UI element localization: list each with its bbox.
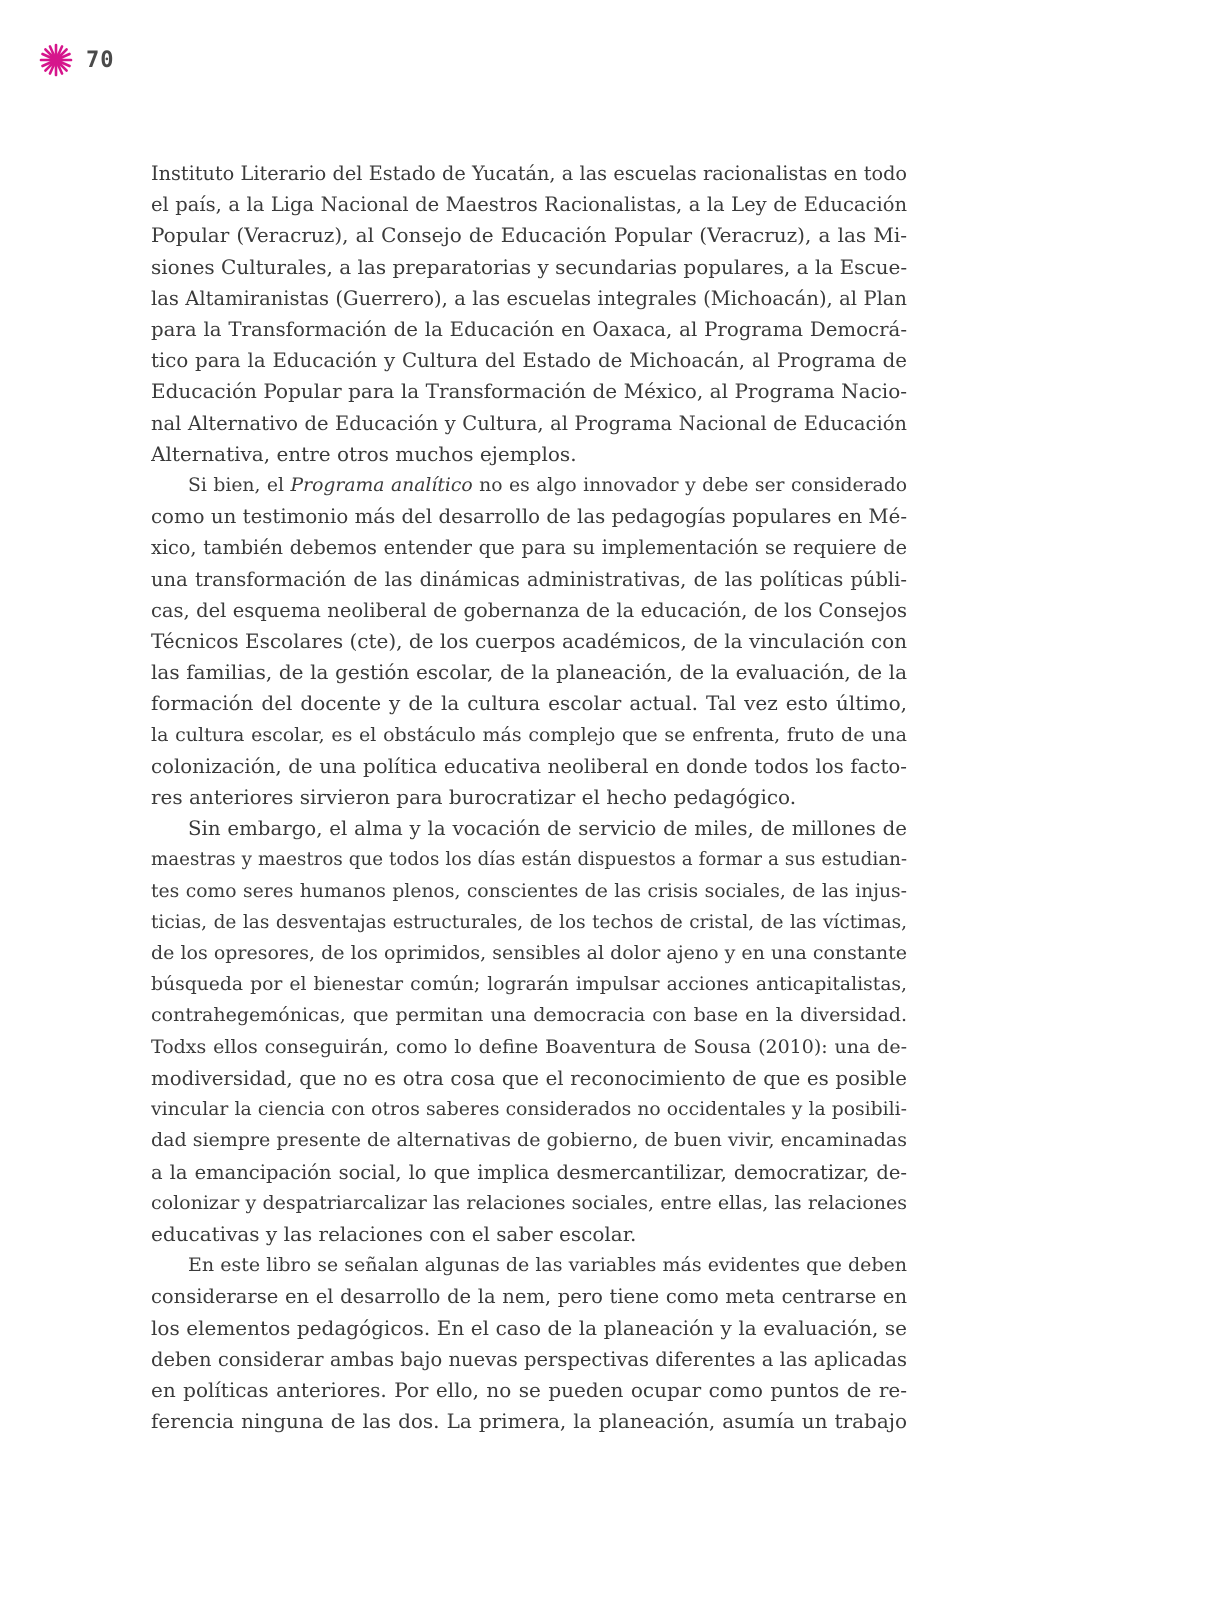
text-line: el país, a la Liga Nacional de Maestros Racionalistas, a la Ley de Educación	[151, 193, 907, 217]
text-line: ferencia ninguna de las dos. La primera, la planeación, asumía un trabajo	[151, 1409, 907, 1434]
text-line: Todxs ellos conseguirán, como lo define Boaventura de Sousa (2010): una de-	[151, 1035, 907, 1058]
text-line: ticias, de las desventajas estructurales, de los techos de cristal, de las víctimas,	[151, 911, 907, 933]
text-line: la cultura escolar, es el obstáculo más complejo que se enfrenta, fruto de una	[151, 723, 907, 746]
text-line: maestras y maestros que todos los días están dispuestos a formar a sus estudian-	[151, 849, 907, 871]
text-line: deben considerar ambas bajo nuevas perspectivas diferentes a las aplicadas	[151, 1347, 907, 1371]
text-line: los elementos pedagógicos. En el caso de la planeación y la evaluación, se	[151, 1315, 907, 1340]
text-line: una transformación de las dinámicas administrativas, de las políticas públi-	[151, 567, 907, 591]
text-line: las Altamiranistas (Guerrero), a las escuelas integrales (Michoacán), al Plan	[151, 286, 907, 310]
paragraph-2	[151, 470, 907, 813]
text-line: considerarse en el desarrollo de la nem, pero tiene como meta centrarse en	[151, 1285, 907, 1309]
text-line: en políticas anteriores. Por ello, no se pueden ocupar como puntos de re-	[151, 1377, 907, 1402]
text-line: tico para la Educación y Cultura del Estado de Michoacán, al Programa de	[151, 349, 907, 373]
paragraph-4	[151, 1250, 907, 1437]
text-line: En este libro se señalan algunas de las variables más evidentes que deben	[188, 1254, 907, 1277]
text-line: búsqueda por el bienestar común; lograrán impulsar acciones anticapitalistas,	[151, 974, 907, 996]
text-line: las familias, de la gestión escolar, de la planeación, de la evaluación, de la	[151, 660, 907, 685]
text-line: xico, también debemos entender que para su implementación se requiere de	[151, 536, 907, 560]
text-line: vincular la ciencia con otros saberes considerados no occidentales y la posibili-	[151, 1099, 907, 1121]
text-line: Sin embargo, el alma y la vocación de servicio de miles, de millones de	[188, 817, 907, 841]
text-line: como un testimonio más del desarrollo de las pedagogías populares en Mé-	[151, 505, 907, 529]
text-line: para la Transformación de la Educación en Oaxaca, al Programa Democrá-	[151, 318, 907, 342]
text-line: formación del docente y de la cultura escolar actual. Tal vez esto último,	[151, 691, 907, 716]
text-line: Alternativa, entre otros muchos ejemplos.	[151, 441, 577, 466]
body-text	[151, 158, 907, 1437]
text-line: dad siempre presente de alternativas de gobierno, de buen vivir, encaminadas	[151, 1129, 907, 1152]
italic-title: Programa analítico	[290, 475, 473, 497]
text-line: de los opresores, de los oprimidos, sensibles al dolor ajeno y en una constante	[151, 942, 907, 965]
text-line: modiversidad, que no es otra cosa que el reconocimiento de que es posible	[151, 1066, 907, 1090]
text-line: siones Culturales, a las preparatorias y secundarias populares, a la Escue-	[151, 254, 907, 279]
page-header	[38, 42, 115, 78]
text-line: contrahegemónicas, que permitan una democracia con base en la diversidad.	[151, 1004, 907, 1027]
paragraph-3	[151, 813, 907, 1250]
text-line: res anteriores sirvieron para burocratizar el hecho pedagógico.	[151, 785, 797, 810]
text-line: Técnicos Escolares (cte), de los cuerpos académicos, de la vinculación con	[151, 629, 907, 654]
page-number: 70	[86, 47, 115, 73]
text-line: Popular (Veracruz), al Consejo de Educación Popular (Veracruz), a las Mi-	[151, 223, 907, 248]
text-line: nal Alternativo de Educación y Cultura, al Programa Nacional de Educación	[151, 411, 907, 435]
text-line: Educación Popular para la Transformación de México, al Programa Nacio-	[151, 379, 907, 404]
text-line: colonización, de una política educativa neoliberal en donde todos los facto-	[151, 754, 907, 778]
text-run: Si bien, el	[188, 475, 291, 497]
text-line: colonizar y despatriarcalizar las relaciones sociales, entre ellas, las relaciones	[151, 1191, 907, 1214]
asterisk-icon	[38, 42, 74, 78]
paragraph-1	[151, 158, 907, 470]
text-line: cas, del esquema neoliberal de gobernanza de la educación, de los Consejos	[151, 598, 907, 622]
text-run: no es algo innovador y debe ser considerado	[472, 475, 907, 497]
text-line: a la emancipación social, lo que implica desmercantilizar, democratizar, de-	[151, 1160, 907, 1184]
text-line: Instituto Literario del Estado de Yucatán, a las escuelas racionalistas en todo	[151, 162, 907, 185]
text-line: educativas y las relaciones con el saber escolar.	[151, 1221, 637, 1246]
text-line: tes como seres humanos plenos, conscientes de las crisis sociales, de las injus-	[151, 880, 907, 902]
text-line	[151, 470, 907, 501]
